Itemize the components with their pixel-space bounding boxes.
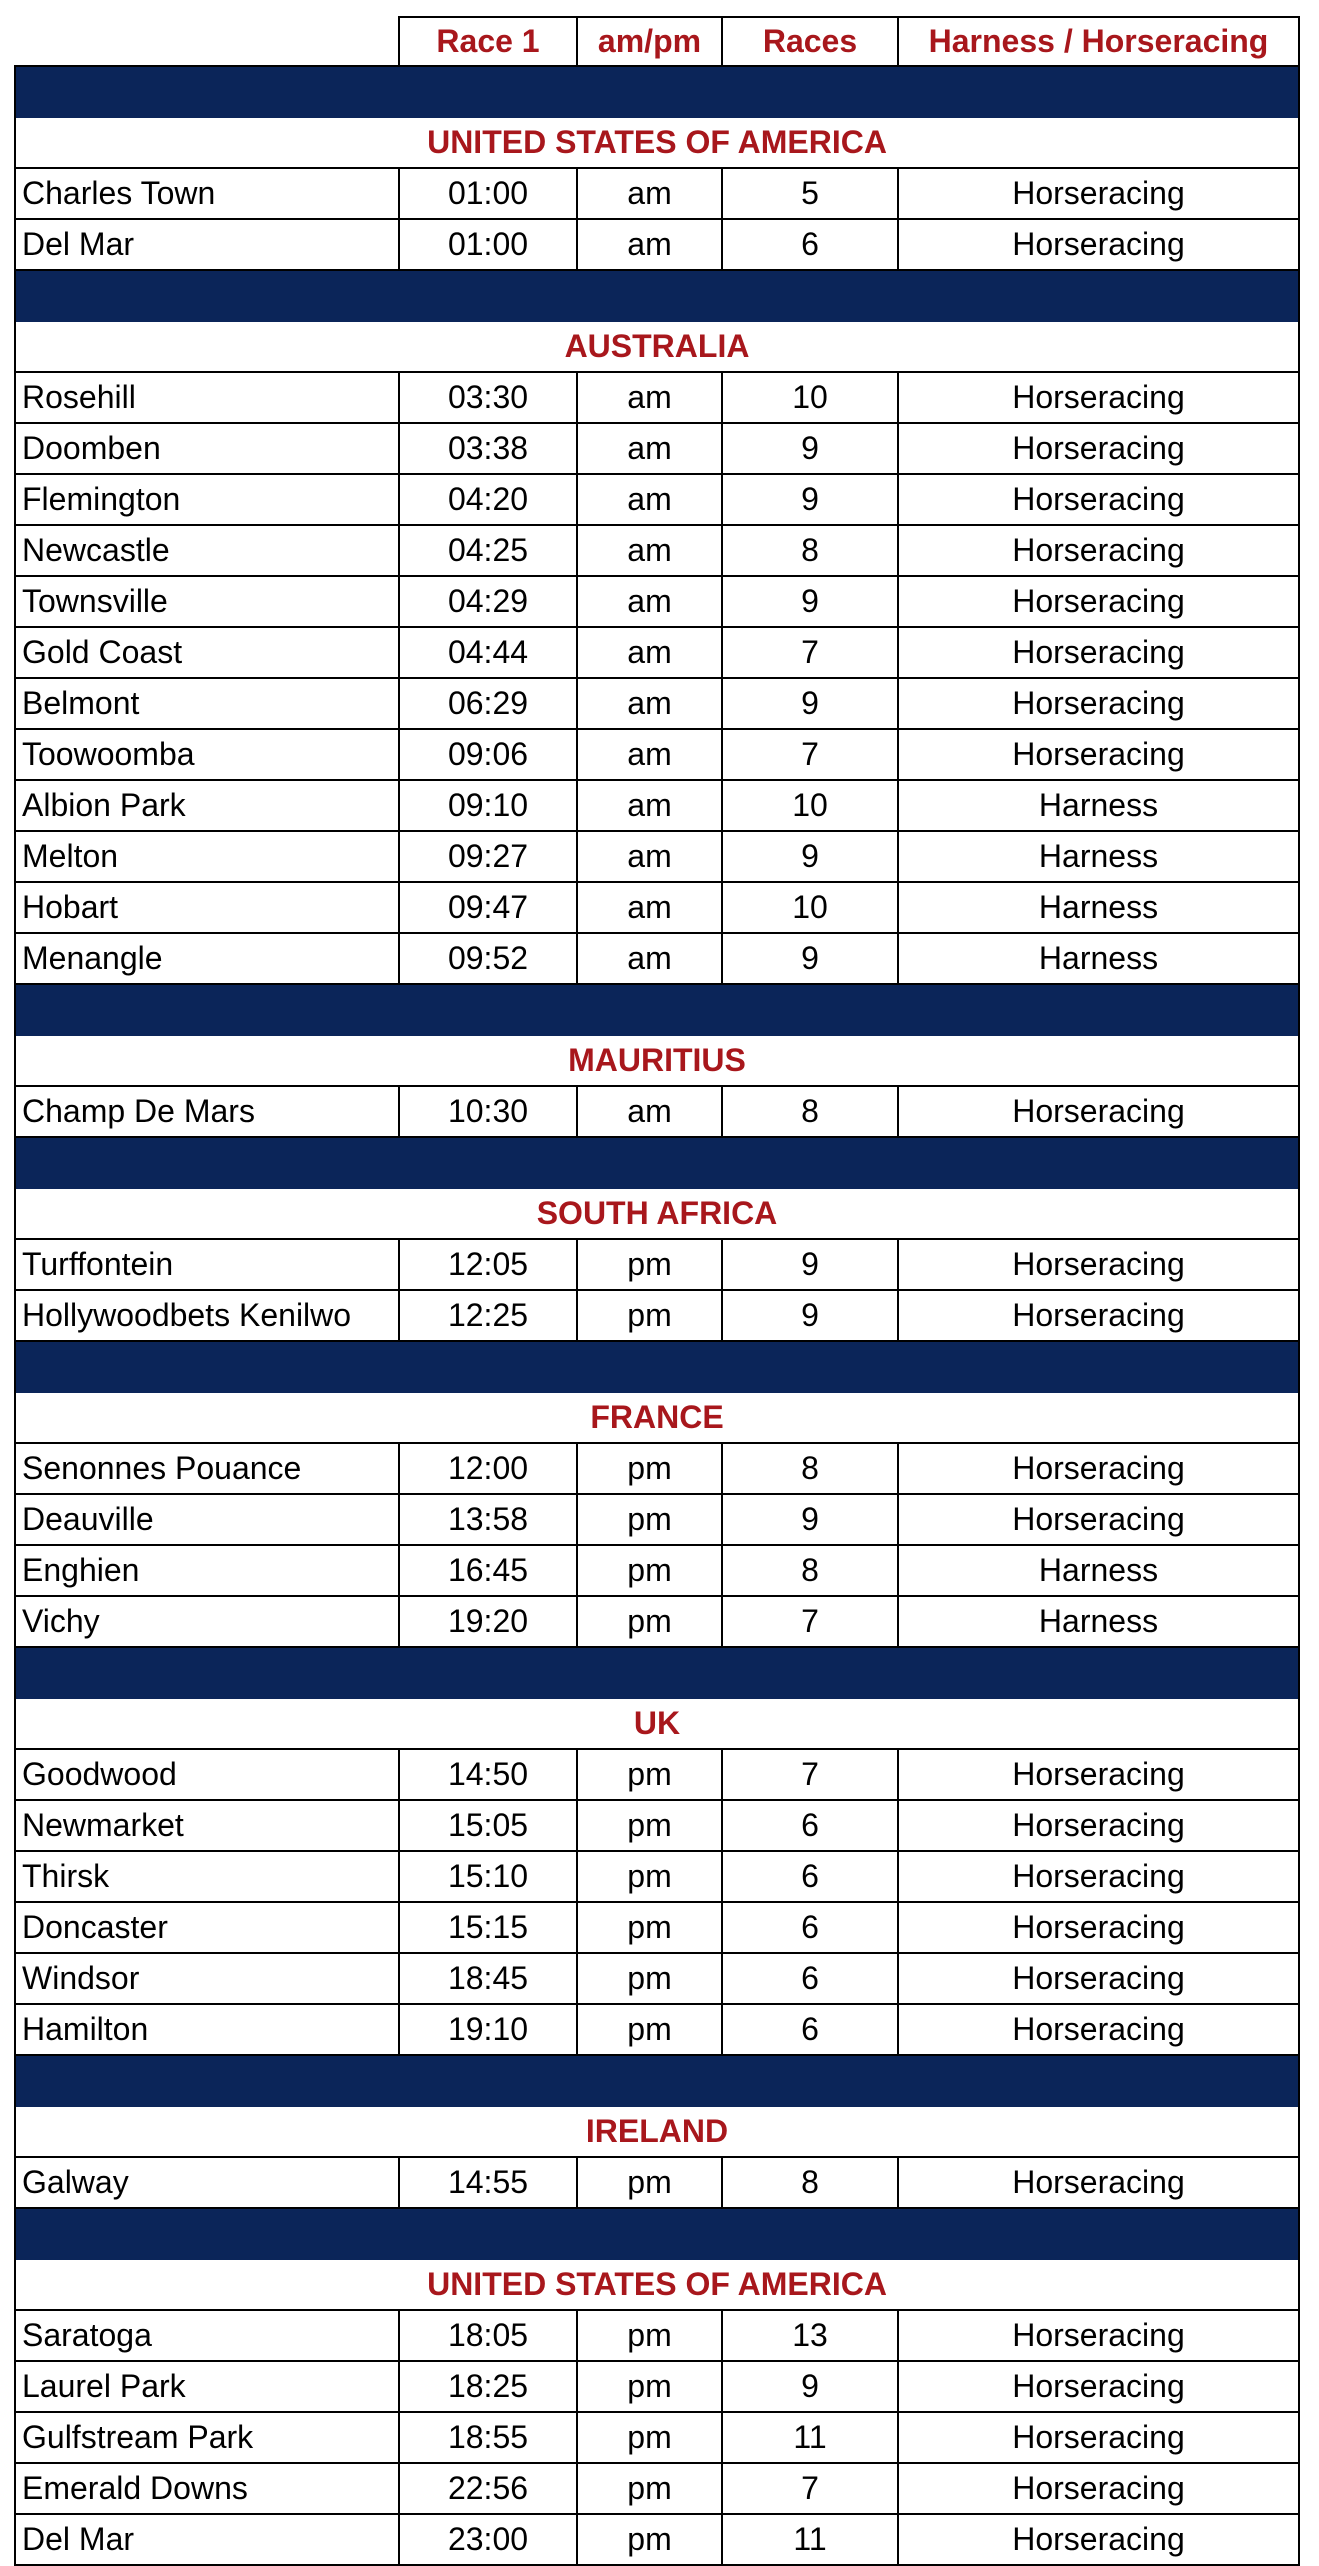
race1-time-cell: 19:20 bbox=[398, 1597, 576, 1648]
venue-cell: Belmont bbox=[14, 679, 398, 730]
races-count-cell: 6 bbox=[721, 1852, 897, 1903]
race1-time-cell: 15:15 bbox=[398, 1903, 576, 1954]
races-count-cell: 9 bbox=[721, 1495, 897, 1546]
table-row bbox=[14, 1240, 1300, 1291]
race1-time-cell: 03:38 bbox=[398, 424, 576, 475]
table-row bbox=[14, 475, 1300, 526]
venue-cell: Saratoga bbox=[14, 2311, 398, 2362]
venue-cell: Hamilton bbox=[14, 2005, 398, 2056]
race1-time-cell: 12:00 bbox=[398, 1444, 576, 1495]
ampm-cell: pm bbox=[576, 2158, 721, 2209]
country-heading: FRANCE bbox=[14, 1393, 1300, 1444]
race1-time-cell: 18:55 bbox=[398, 2413, 576, 2464]
table-row bbox=[14, 1495, 1300, 1546]
venue-cell: Champ De Mars bbox=[14, 1087, 398, 1138]
race-type-cell: Horseracing bbox=[897, 2464, 1300, 2515]
table-row bbox=[14, 526, 1300, 577]
ampm-cell: am bbox=[576, 883, 721, 934]
ampm-cell: pm bbox=[576, 2464, 721, 2515]
section-divider-band bbox=[14, 1138, 1300, 1189]
venue-cell: Newmarket bbox=[14, 1801, 398, 1852]
table-row bbox=[14, 373, 1300, 424]
ampm-cell: am bbox=[576, 628, 721, 679]
ampm-cell: am bbox=[576, 781, 721, 832]
table-row bbox=[14, 832, 1300, 883]
ampm-cell: am bbox=[576, 220, 721, 271]
race-type-cell: Horseracing bbox=[897, 169, 1300, 220]
country-heading: UK bbox=[14, 1699, 1300, 1750]
race-type-cell: Harness bbox=[897, 934, 1300, 985]
ampm-cell: am bbox=[576, 169, 721, 220]
race1-time-cell: 13:58 bbox=[398, 1495, 576, 1546]
table-row bbox=[14, 1801, 1300, 1852]
race1-time-cell: 15:10 bbox=[398, 1852, 576, 1903]
table-row bbox=[14, 424, 1300, 475]
table-row bbox=[14, 2413, 1300, 2464]
header-race1: Race 1 bbox=[398, 16, 576, 67]
races-count-cell: 9 bbox=[721, 577, 897, 628]
races-count-cell: 9 bbox=[721, 934, 897, 985]
table-row bbox=[14, 1444, 1300, 1495]
table-row bbox=[14, 781, 1300, 832]
venue-cell: Senonnes Pouance bbox=[14, 1444, 398, 1495]
ampm-cell: am bbox=[576, 475, 721, 526]
section-divider-band bbox=[14, 1648, 1300, 1699]
race-type-cell: Horseracing bbox=[897, 2413, 1300, 2464]
race-type-cell: Horseracing bbox=[897, 424, 1300, 475]
race-type-cell: Harness bbox=[897, 832, 1300, 883]
race-type-cell: Horseracing bbox=[897, 2158, 1300, 2209]
races-count-cell: 8 bbox=[721, 1087, 897, 1138]
ampm-cell: pm bbox=[576, 1240, 721, 1291]
races-count-cell: 5 bbox=[721, 169, 897, 220]
header-races: Races bbox=[721, 16, 897, 67]
races-count-cell: 6 bbox=[721, 220, 897, 271]
venue-cell: Deauville bbox=[14, 1495, 398, 1546]
race-type-cell: Harness bbox=[897, 1546, 1300, 1597]
country-heading: AUSTRALIA bbox=[14, 322, 1300, 373]
venue-cell: Del Mar bbox=[14, 2515, 398, 2566]
table-row bbox=[14, 2311, 1300, 2362]
race1-time-cell: 09:52 bbox=[398, 934, 576, 985]
table-row bbox=[14, 220, 1300, 271]
section-divider-band bbox=[14, 1342, 1300, 1393]
venue-cell: Albion Park bbox=[14, 781, 398, 832]
race-type-cell: Horseracing bbox=[897, 1903, 1300, 1954]
races-count-cell: 8 bbox=[721, 1546, 897, 1597]
ampm-cell: pm bbox=[576, 1954, 721, 2005]
race1-time-cell: 09:47 bbox=[398, 883, 576, 934]
section-divider-band bbox=[14, 67, 1300, 118]
venue-cell: Hollywoodbets Kenilwo bbox=[14, 1291, 398, 1342]
table-row bbox=[14, 1546, 1300, 1597]
race1-time-cell: 04:25 bbox=[398, 526, 576, 577]
header-ampm: am/pm bbox=[576, 16, 721, 67]
table-row bbox=[14, 577, 1300, 628]
race-type-cell: Horseracing bbox=[897, 1087, 1300, 1138]
race-type-cell: Horseracing bbox=[897, 730, 1300, 781]
race1-time-cell: 23:00 bbox=[398, 2515, 576, 2566]
race1-time-cell: 01:00 bbox=[398, 169, 576, 220]
race-type-cell: Harness bbox=[897, 1597, 1300, 1648]
race1-time-cell: 16:45 bbox=[398, 1546, 576, 1597]
race-type-cell: Horseracing bbox=[897, 679, 1300, 730]
ampm-cell: am bbox=[576, 730, 721, 781]
race1-time-cell: 18:05 bbox=[398, 2311, 576, 2362]
races-count-cell: 11 bbox=[721, 2515, 897, 2566]
country-heading: SOUTH AFRICA bbox=[14, 1189, 1300, 1240]
races-count-cell: 11 bbox=[721, 2413, 897, 2464]
header-type: Harness / Horseracing bbox=[897, 16, 1300, 67]
race-type-cell: Horseracing bbox=[897, 2515, 1300, 2566]
races-count-cell: 6 bbox=[721, 2005, 897, 2056]
race-type-cell: Horseracing bbox=[897, 2005, 1300, 2056]
race-type-cell: Horseracing bbox=[897, 628, 1300, 679]
race1-time-cell: 12:05 bbox=[398, 1240, 576, 1291]
table-row bbox=[14, 1291, 1300, 1342]
races-count-cell: 9 bbox=[721, 424, 897, 475]
race-type-cell: Horseracing bbox=[897, 1444, 1300, 1495]
race-type-cell: Horseracing bbox=[897, 373, 1300, 424]
races-count-cell: 13 bbox=[721, 2311, 897, 2362]
venue-cell: Melton bbox=[14, 832, 398, 883]
ampm-cell: pm bbox=[576, 1852, 721, 1903]
ampm-cell: am bbox=[576, 679, 721, 730]
table-row bbox=[14, 2515, 1300, 2566]
table-row bbox=[14, 1597, 1300, 1648]
table-row bbox=[14, 1750, 1300, 1801]
table-row bbox=[14, 1087, 1300, 1138]
venue-cell: Flemington bbox=[14, 475, 398, 526]
race1-time-cell: 14:50 bbox=[398, 1750, 576, 1801]
table-row bbox=[14, 169, 1300, 220]
race-type-cell: Harness bbox=[897, 781, 1300, 832]
country-heading: IRELAND bbox=[14, 2107, 1300, 2158]
races-count-cell: 7 bbox=[721, 1597, 897, 1648]
ampm-cell: pm bbox=[576, 1495, 721, 1546]
race-type-cell: Horseracing bbox=[897, 1240, 1300, 1291]
ampm-cell: am bbox=[576, 934, 721, 985]
venue-cell: Gulfstream Park bbox=[14, 2413, 398, 2464]
race-type-cell: Horseracing bbox=[897, 2311, 1300, 2362]
table-row bbox=[14, 2362, 1300, 2413]
header-row bbox=[14, 16, 1300, 67]
races-count-cell: 10 bbox=[721, 883, 897, 934]
race1-time-cell: 04:44 bbox=[398, 628, 576, 679]
header-blank-cell bbox=[14, 16, 398, 67]
section-divider-band bbox=[14, 2056, 1300, 2107]
venue-cell: Galway bbox=[14, 2158, 398, 2209]
venue-cell: Goodwood bbox=[14, 1750, 398, 1801]
venue-cell: Enghien bbox=[14, 1546, 398, 1597]
race-type-cell: Horseracing bbox=[897, 1801, 1300, 1852]
race-type-cell: Harness bbox=[897, 883, 1300, 934]
race-schedule-sheet bbox=[14, 16, 1300, 2566]
table-row bbox=[14, 2158, 1300, 2209]
table-row bbox=[14, 1852, 1300, 1903]
venue-cell: Vichy bbox=[14, 1597, 398, 1648]
ampm-cell: pm bbox=[576, 1903, 721, 1954]
venue-cell: Gold Coast bbox=[14, 628, 398, 679]
race-type-cell: Horseracing bbox=[897, 577, 1300, 628]
venue-cell: Emerald Downs bbox=[14, 2464, 398, 2515]
races-count-cell: 8 bbox=[721, 526, 897, 577]
races-count-cell: 7 bbox=[721, 1750, 897, 1801]
ampm-cell: pm bbox=[576, 2311, 721, 2362]
ampm-cell: am bbox=[576, 1087, 721, 1138]
venue-cell: Laurel Park bbox=[14, 2362, 398, 2413]
ampm-cell: pm bbox=[576, 1750, 721, 1801]
race1-time-cell: 18:45 bbox=[398, 1954, 576, 2005]
races-count-cell: 6 bbox=[721, 1801, 897, 1852]
races-count-cell: 6 bbox=[721, 1903, 897, 1954]
table-row bbox=[14, 1954, 1300, 2005]
ampm-cell: pm bbox=[576, 2515, 721, 2566]
race-type-cell: Horseracing bbox=[897, 526, 1300, 577]
venue-cell: Townsville bbox=[14, 577, 398, 628]
races-count-cell: 9 bbox=[721, 679, 897, 730]
races-count-cell: 6 bbox=[721, 1954, 897, 2005]
races-count-cell: 9 bbox=[721, 2362, 897, 2413]
table-row bbox=[14, 934, 1300, 985]
table-row bbox=[14, 730, 1300, 781]
table-row bbox=[14, 1903, 1300, 1954]
race-type-cell: Horseracing bbox=[897, 475, 1300, 526]
venue-cell: Hobart bbox=[14, 883, 398, 934]
race-type-cell: Horseracing bbox=[897, 1291, 1300, 1342]
race1-time-cell: 06:29 bbox=[398, 679, 576, 730]
table-row bbox=[14, 679, 1300, 730]
ampm-cell: pm bbox=[576, 2413, 721, 2464]
races-count-cell: 8 bbox=[721, 2158, 897, 2209]
races-count-cell: 9 bbox=[721, 1240, 897, 1291]
section-divider-band bbox=[14, 2209, 1300, 2260]
race1-time-cell: 03:30 bbox=[398, 373, 576, 424]
ampm-cell: pm bbox=[576, 1291, 721, 1342]
race-type-cell: Horseracing bbox=[897, 1852, 1300, 1903]
race-type-cell: Horseracing bbox=[897, 1495, 1300, 1546]
race1-time-cell: 19:10 bbox=[398, 2005, 576, 2056]
ampm-cell: pm bbox=[576, 1597, 721, 1648]
venue-cell: Toowoomba bbox=[14, 730, 398, 781]
races-count-cell: 9 bbox=[721, 475, 897, 526]
ampm-cell: am bbox=[576, 424, 721, 475]
table-row bbox=[14, 628, 1300, 679]
races-count-cell: 7 bbox=[721, 730, 897, 781]
ampm-cell: am bbox=[576, 832, 721, 883]
race-type-cell: Horseracing bbox=[897, 2362, 1300, 2413]
races-count-cell: 10 bbox=[721, 373, 897, 424]
ampm-cell: am bbox=[576, 577, 721, 628]
ampm-cell: pm bbox=[576, 1546, 721, 1597]
ampm-cell: am bbox=[576, 526, 721, 577]
races-count-cell: 7 bbox=[721, 628, 897, 679]
venue-cell: Menangle bbox=[14, 934, 398, 985]
country-heading: UNITED STATES OF AMERICA bbox=[14, 2260, 1300, 2311]
races-count-cell: 9 bbox=[721, 832, 897, 883]
sections-container bbox=[14, 67, 1300, 2566]
races-count-cell: 8 bbox=[721, 1444, 897, 1495]
venue-cell: Doomben bbox=[14, 424, 398, 475]
race-type-cell: Horseracing bbox=[897, 1750, 1300, 1801]
venue-cell: Newcastle bbox=[14, 526, 398, 577]
venue-cell: Doncaster bbox=[14, 1903, 398, 1954]
table-row bbox=[14, 2005, 1300, 2056]
race1-time-cell: 04:29 bbox=[398, 577, 576, 628]
races-count-cell: 9 bbox=[721, 1291, 897, 1342]
race-type-cell: Horseracing bbox=[897, 220, 1300, 271]
race1-time-cell: 22:56 bbox=[398, 2464, 576, 2515]
race1-time-cell: 15:05 bbox=[398, 1801, 576, 1852]
race1-time-cell: 01:00 bbox=[398, 220, 576, 271]
venue-cell: Charles Town bbox=[14, 169, 398, 220]
race1-time-cell: 04:20 bbox=[398, 475, 576, 526]
ampm-cell: pm bbox=[576, 1801, 721, 1852]
race1-time-cell: 09:27 bbox=[398, 832, 576, 883]
venue-cell: Turffontein bbox=[14, 1240, 398, 1291]
section-divider-band bbox=[14, 271, 1300, 322]
race1-time-cell: 14:55 bbox=[398, 2158, 576, 2209]
table-row bbox=[14, 883, 1300, 934]
races-count-cell: 7 bbox=[721, 2464, 897, 2515]
country-heading: UNITED STATES OF AMERICA bbox=[14, 118, 1300, 169]
races-count-cell: 10 bbox=[721, 781, 897, 832]
race1-time-cell: 09:06 bbox=[398, 730, 576, 781]
race-type-cell: Horseracing bbox=[897, 1954, 1300, 2005]
ampm-cell: pm bbox=[576, 2362, 721, 2413]
table-row bbox=[14, 2464, 1300, 2515]
country-heading: MAURITIUS bbox=[14, 1036, 1300, 1087]
venue-cell: Rosehill bbox=[14, 373, 398, 424]
venue-cell: Thirsk bbox=[14, 1852, 398, 1903]
race1-time-cell: 18:25 bbox=[398, 2362, 576, 2413]
venue-cell: Del Mar bbox=[14, 220, 398, 271]
ampm-cell: pm bbox=[576, 2005, 721, 2056]
venue-cell: Windsor bbox=[14, 1954, 398, 2005]
ampm-cell: am bbox=[576, 373, 721, 424]
race1-time-cell: 09:10 bbox=[398, 781, 576, 832]
section-divider-band bbox=[14, 985, 1300, 1036]
race1-time-cell: 10:30 bbox=[398, 1087, 576, 1138]
race1-time-cell: 12:25 bbox=[398, 1291, 576, 1342]
ampm-cell: pm bbox=[576, 1444, 721, 1495]
